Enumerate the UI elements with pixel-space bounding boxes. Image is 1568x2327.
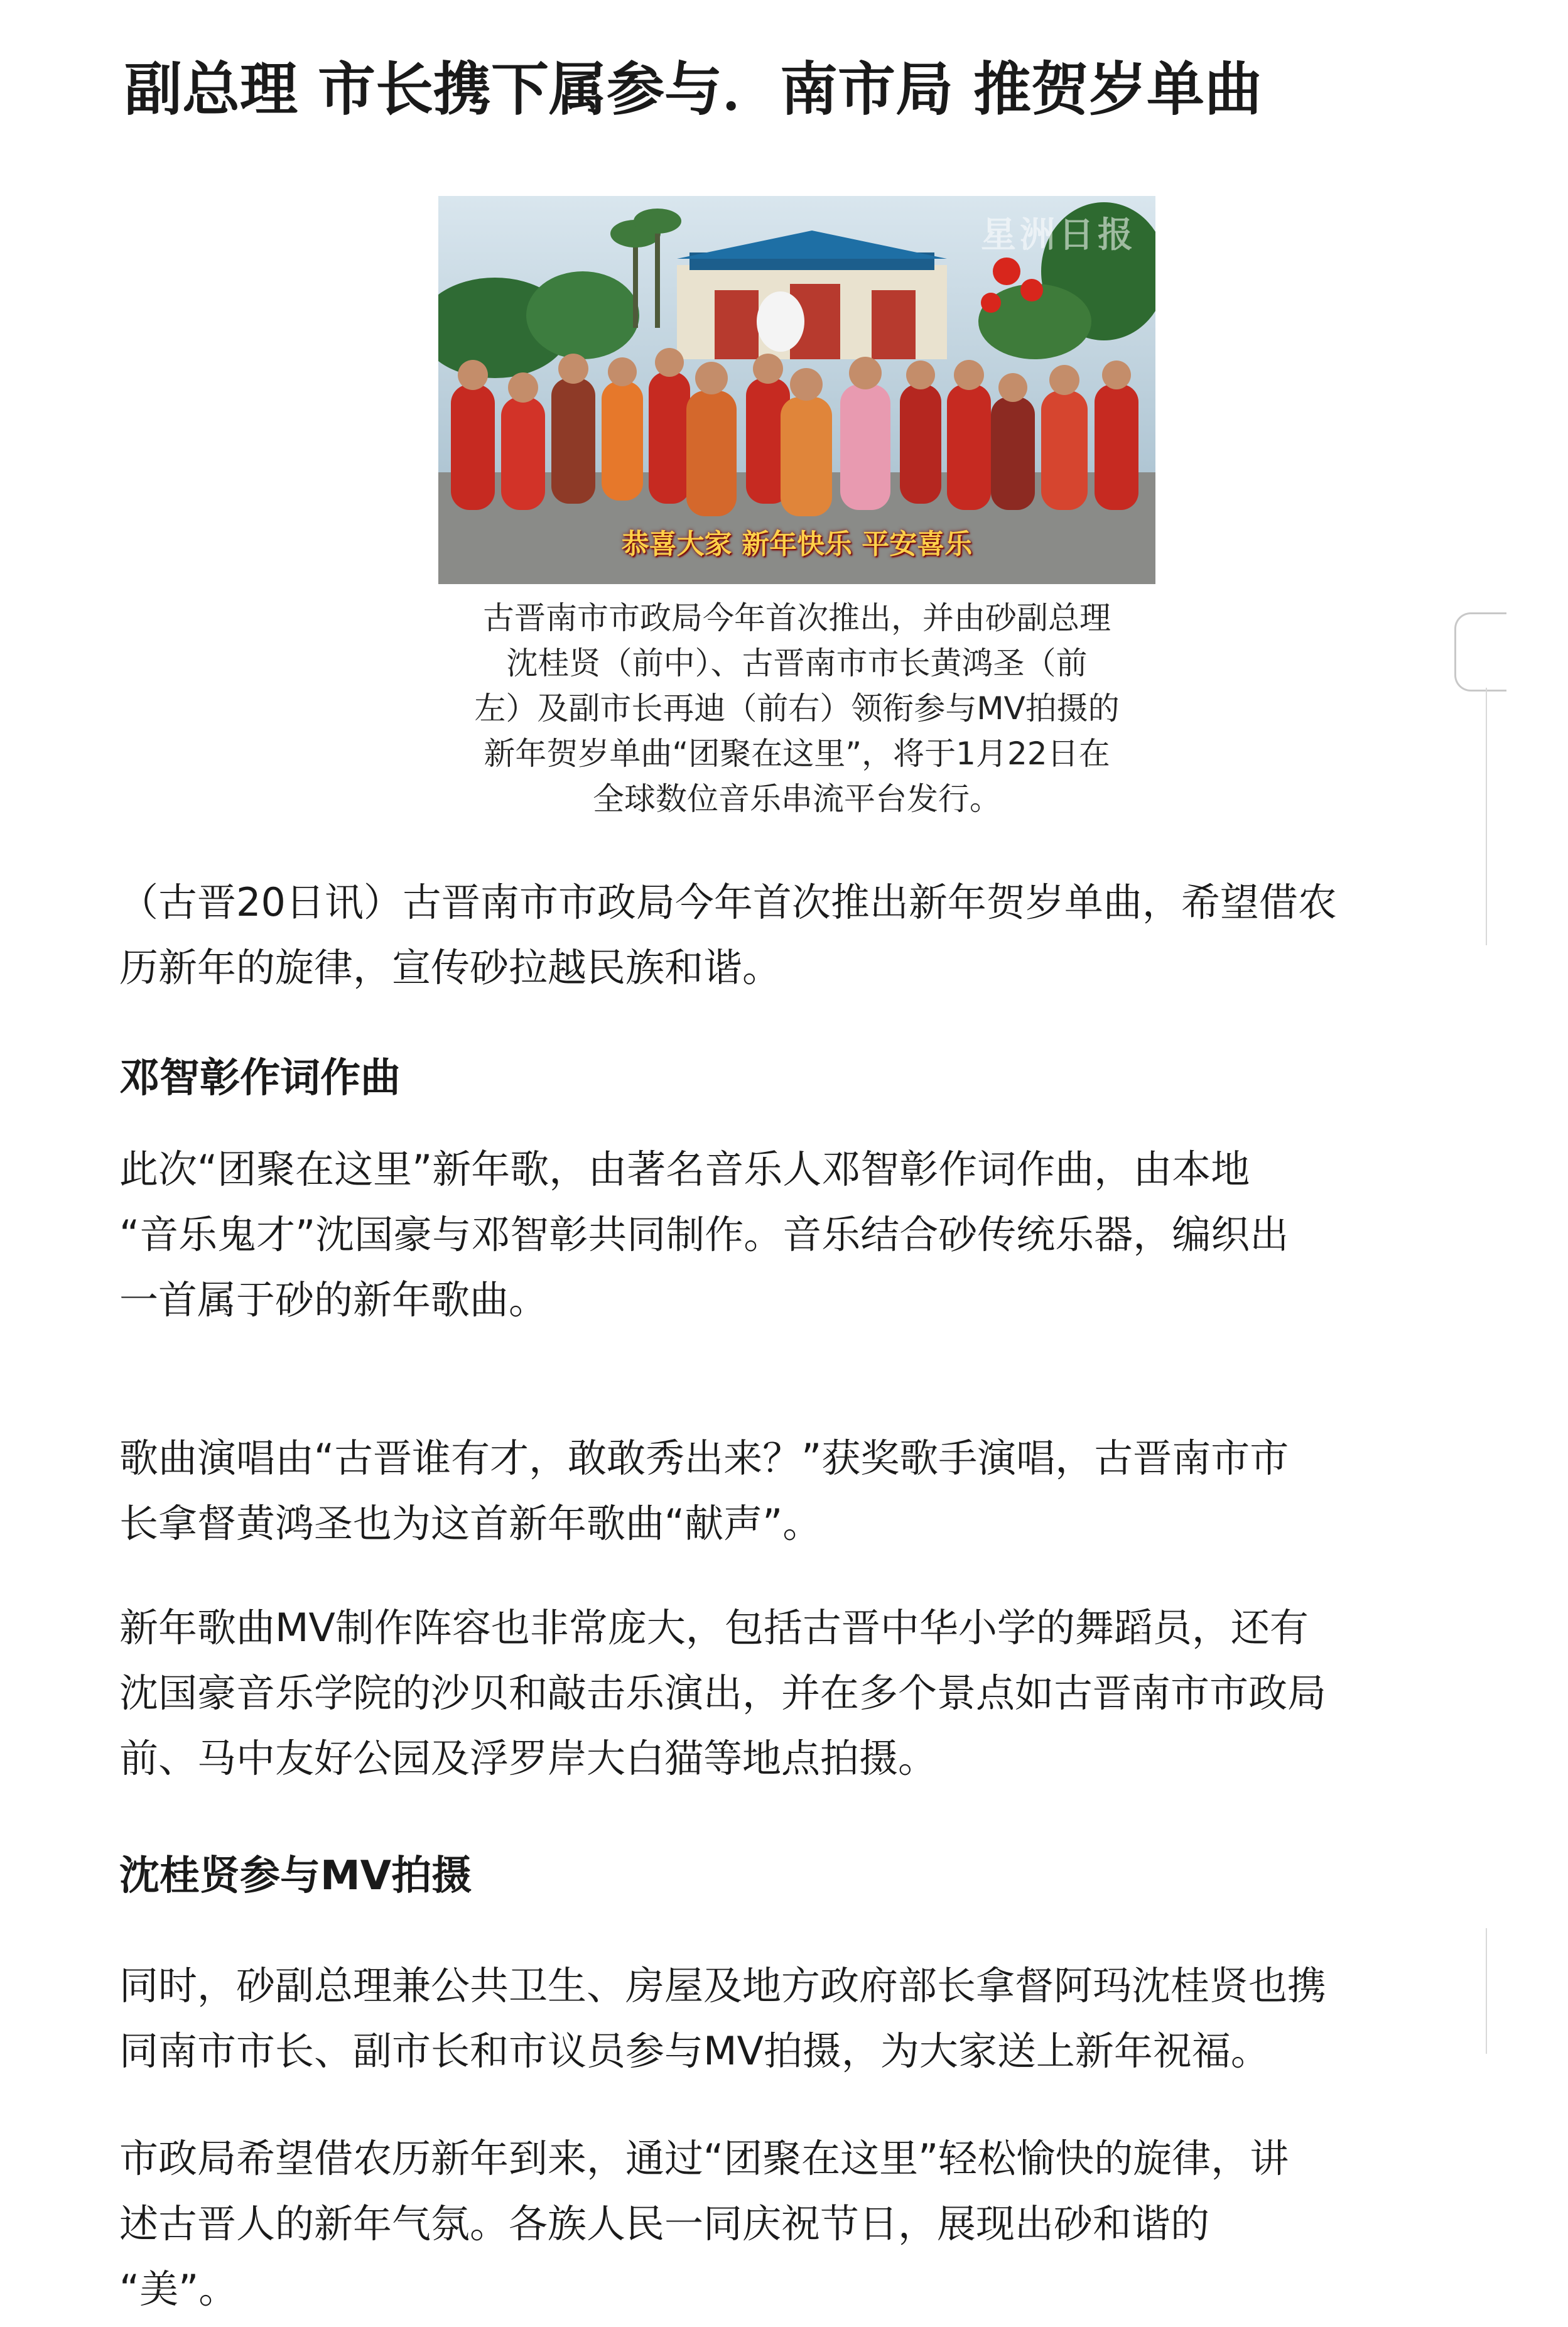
photo-overlay-text: 恭喜大家 新年快乐 平安喜乐 [621,528,973,560]
caption-line: 沈桂贤（前中）、古晋南市市长黄鸿圣（前 [506,645,1088,681]
article-paragraph [119,870,1488,1001]
paragraph-line: 历新年的旋律，宣传砂拉越民族和谐。 [119,945,782,990]
caption-line: 古晋南市市政局今年首次推出，并由砂副总理 [483,600,1111,636]
side-panel-handle[interactable] [1454,612,1506,692]
paragraph-line: 前、马中友好公园及浮罗岸大白猫等地点拍摄。 [119,1735,938,1781]
paragraph-line: 新年歌曲MV制作阵容也非常庞大，包括古晋中华小学的舞蹈员，还有 [119,1605,1309,1651]
caption-line: 新年贺岁单曲“团聚在这里”，将于1月22日在 [484,735,1110,772]
article-paragraph [119,1595,1488,1791]
section-heading: 沈桂贤参与MV拍摄 [119,1853,472,1899]
paragraph-line: 市政局希望借农历新年到来，通过“团聚在这里”轻松愉快的旋律，讲 [119,2135,1289,2181]
caption-line: 全球数位音乐串流平台发行。 [593,781,1001,817]
article-paragraph [119,1953,1488,2084]
edge-divider [1486,1928,1487,2054]
article-title: 副总理 市长携下属参与．南市局 推贺岁单曲 [124,56,1263,123]
paragraph-line: “音乐鬼才”沈国豪与邓智彰共同制作。音乐结合砂传统乐器，编织出 [119,1212,1289,1257]
paragraph-line: 此次“团聚在这里”新年歌，由著名音乐人邓智彰作词作曲，由本地 [119,1146,1250,1192]
paragraph-line: 同时，砂副总理兼公共卫生、房屋及地方政府部长拿督阿玛沈桂贤也携 [119,1963,1327,2009]
paragraph-line: “美”。 [119,2266,238,2312]
caption-line: 左）及副市长再迪（前右）领衔参与MV拍摄的 [474,690,1120,727]
section-heading: 邓智彰作词作曲 [119,1055,401,1102]
paragraph-line: 歌曲演唱由“古晋谁有才，敢敢秀出来？”获奖歌手演唱，古晋南市市 [119,1435,1289,1481]
paragraph-line: 述古晋人的新年气氛。各族人民一同庆祝节日，展现出砂和谐的 [119,2201,1210,2247]
photo-watermark: 星洲日报 [981,215,1137,256]
photo-caption [438,595,1155,822]
article-photo[interactable] [438,196,1155,584]
paragraph-line: 一首属于砂的新年歌曲。 [119,1277,548,1323]
article-paragraph [119,2126,1488,2322]
paragraph-line: （古晋20日讯）古晋南市市政局今年首次推出新年贺岁单曲，希望借农 [119,879,1337,925]
edge-divider [1486,688,1487,945]
article-paragraph [119,1137,1488,1333]
paragraph-line: 同南市市长、副市长和市议员参与MV拍摄，为大家送上新年祝福。 [119,2028,1270,2074]
paragraph-line: 沈国豪音乐学院的沙贝和敲击乐演出，并在多个景点如古晋南市市政局 [119,1670,1327,1716]
paragraph-line: 长拿督黄鸿圣也为这首新年歌曲“献声”。 [119,1500,822,1546]
article-paragraph [119,1426,1488,1556]
